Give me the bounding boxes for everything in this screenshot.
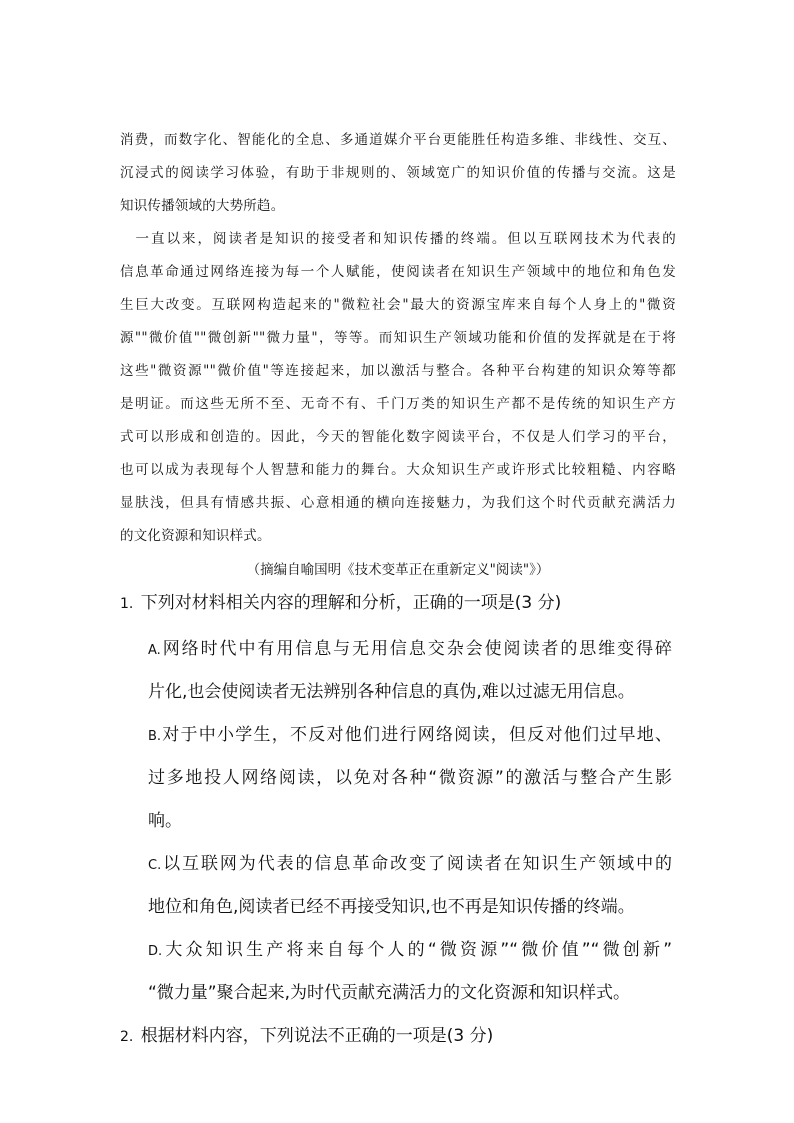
option-a-line: 片化,也会使阅读者无法辨别各种信息的真伪,难以过滤无用信息。 [148,682,635,702]
option-d-line [148,939,672,963]
question-1-stem [120,592,680,615]
passage-line: 一直以来，阅读者是知识的接受者和知识传播的终端。但以互联网技术为代表的 [120,231,676,247]
option-b-line [148,724,672,748]
option-text: 对于中小学生，不反对他们进行网络阅读，但反对他们过早地、 [161,725,672,745]
passage-line: 信息革命通过网络连接为每一个人赋能，使阅读者在知识生产领域中的地位和角色发 [120,264,676,280]
option-text: 大众知识生产将来自每个人的“微资源”“微价值”“微创新” [162,940,672,960]
question-number: 2. [120,1029,134,1045]
question-text: 根据材料内容，下列说法不正确的一项是(3 分) [140,1026,494,1046]
option-a-line [148,638,672,662]
option-c-line [148,853,672,877]
passage-line: 显肤浅，但具有情感共振、心意相通的横向连接魅力，为我们这个时代贡献充满活力 [120,495,676,511]
option-letter: C. [148,858,162,873]
option-b-line: 过多地投人网络阅读，以免对各种“微资源”的激活与整合产生影 [148,768,672,788]
passage-line: 这些"微资源""微价值"等连接起来，加以激活与整合。各种平台构建的知识众筹等都 [120,363,676,379]
option-text: 以互联网为代表的信息革命改变了阅读者在知识生产领域中的 [161,854,672,874]
passage-line: 是明证。而这些无所不至、无奇不有、千门万类的知识生产都不是传统的知识生产方 [120,396,676,412]
option-d-line: “微力量”聚合起来,为时代贡献充满活力的文化资源和知识样式。 [148,983,631,1003]
option-letter: B. [148,729,162,744]
passage-line: 知识传播领域的大势所趋。 [120,198,285,214]
option-b-line: 响。 [148,811,182,831]
option-text: 网络时代中有用信息与无用信息交杂会使阅读者的思维变得碎 [160,639,672,659]
question-number: 1. [120,596,134,612]
option-c-line: 地位和角色,阅读者已经不再接受知识,也不再是知识传播的终端。 [148,897,635,917]
passage-line: 消费，而数字化、智能化的全息、多通道媒介平台更能胜任构造多维、非线性、交互、 [120,132,676,148]
passage-line: 式可以形成和创造的。因此，今天的智能化数字阅读平台，不仅是人们学习的平台， [120,429,676,445]
question-text: 下列对材料相关内容的理解和分析，正确的一项是(3 分) [140,593,562,613]
option-letter: D. [148,944,163,959]
option-letter: A. [148,643,161,658]
question-2-stem [120,1025,680,1048]
passage-line: 沉浸式的阅读学习体验，有助于非规则的、领域宽广的知识价值的传播与交流。这是 [120,165,676,181]
source-citation: （摘编自喻国明《技术变革正在重新定义"阅读"》） [246,562,550,578]
passage-line: 生巨大改变。互联网构造起来的"微粒社会"最大的资源宝库来自每个人身上的"微资 [120,297,676,313]
passage-line: 的文化资源和知识样式。 [120,528,271,544]
passage-line: 也可以成为表现每个人智慧和能力的舞台。大众知识生产或许形式比较粗糙、内容略 [120,462,676,478]
passage-line: 源""微价值""微创新""微力量"，等等。而知识生产领域功能和价值的发挥就是在于将 [120,330,676,346]
